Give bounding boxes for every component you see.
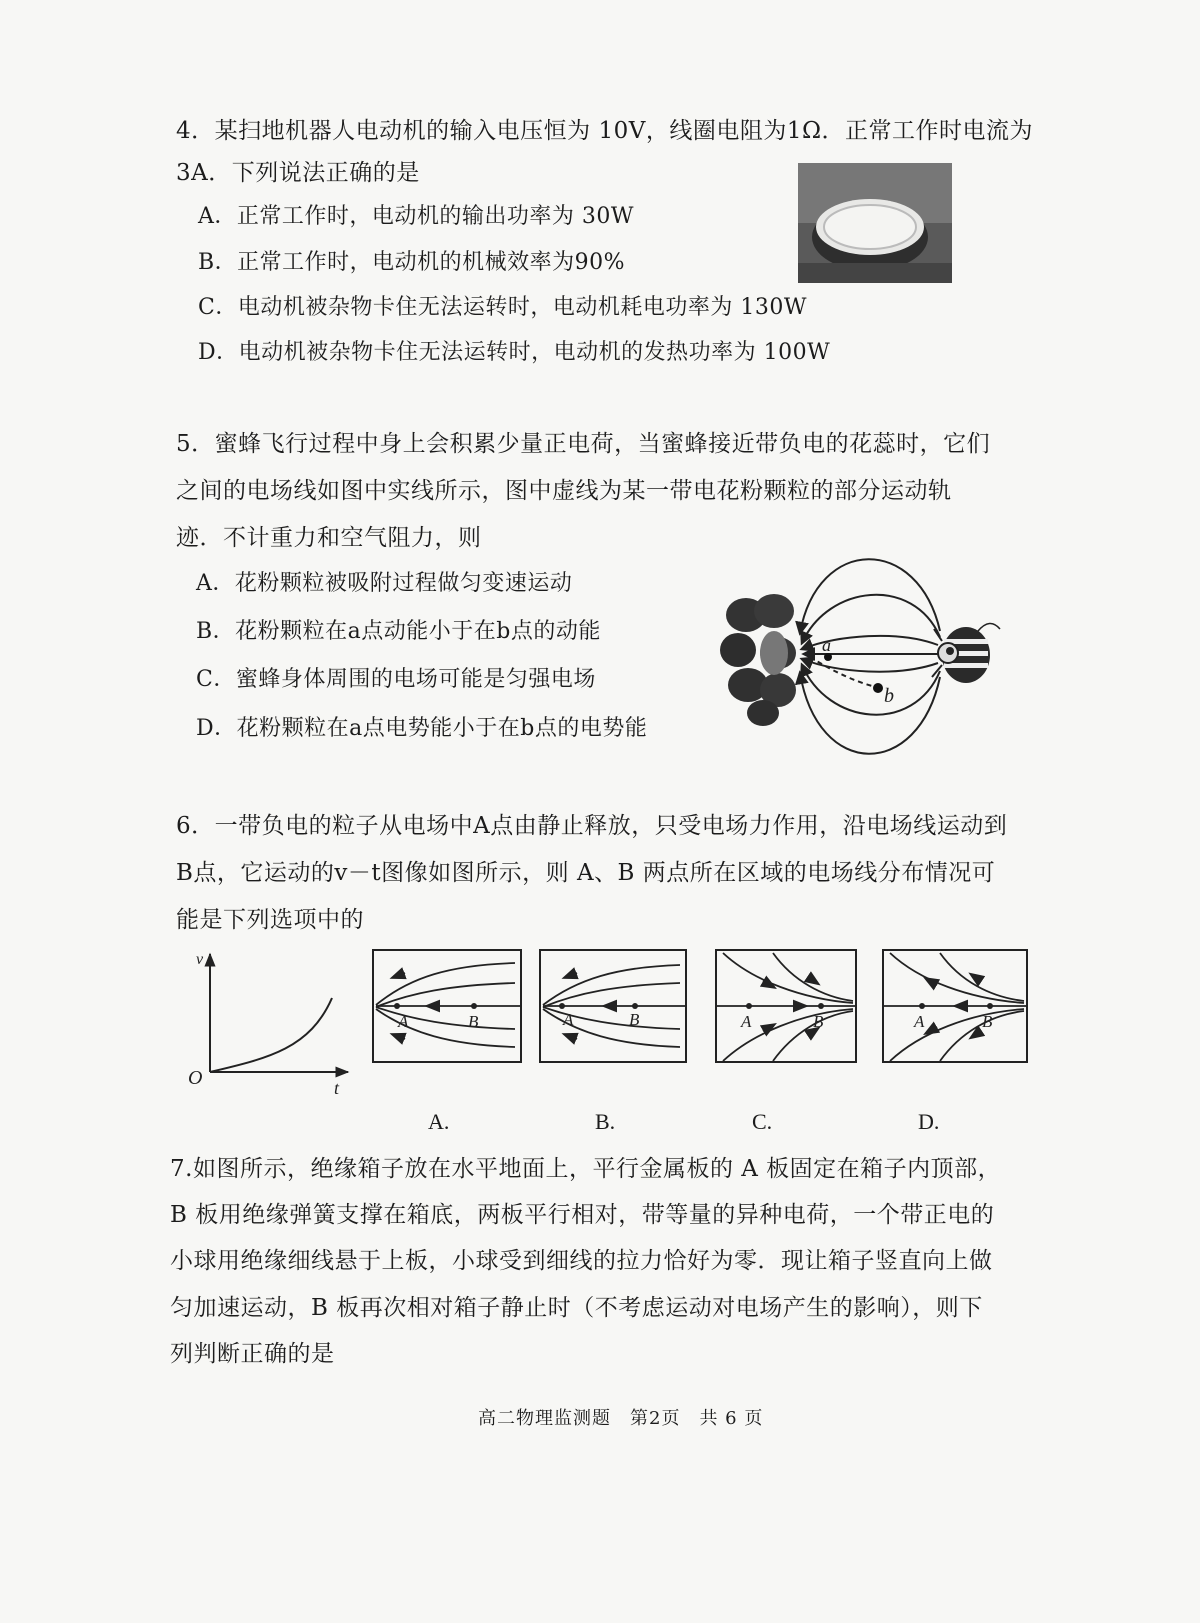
q7-stem-line5: 列判断正确的是 [170, 1341, 335, 1367]
point-b-label: b [884, 685, 894, 707]
v-t-graph [180, 948, 360, 1098]
q6-stem-line3: 能是下列选项中的 [176, 907, 364, 933]
flower-icon [720, 594, 796, 726]
q4-option-c: C．电动机被杂物卡住无法运转时，电动机耗电功率为 130W [198, 295, 807, 320]
caption-d: D. [918, 1109, 940, 1134]
q5-stem-line3: 迹．不计重力和空气阻力，则 [176, 525, 482, 551]
t-axis-label: t [334, 1078, 340, 1098]
origin-label: O [188, 1067, 203, 1089]
q7-stem-line2: B 板用绝缘弹簧支撑在箱底，两板平行相对，带等量的异种电荷，一个带正电的 [170, 1202, 995, 1228]
q6-stem-line2: B点，它运动的v－t图像如图所示，则 A、B 两点所在区域的电场线分布情况可 [176, 860, 996, 886]
q7-stem-line4: 匀加速运动，B 板再次相对箱子静止时（不考虑运动对电场产生的影响），则下 [170, 1295, 983, 1321]
bee-flower-field-figure [718, 545, 1018, 757]
d-pt-B: B [982, 1012, 993, 1031]
q4-stem-line1: 4．某扫地机器人电动机的输入电压恒为 10V，线圈电阻为1Ω．正常工作时电流为 [176, 118, 1034, 144]
d-pt-A: A [914, 1012, 925, 1031]
caption-a: A. [428, 1109, 450, 1134]
q4-option-a: A．正常工作时，电动机的输出功率为 30W [198, 204, 634, 229]
v-axis-label: v [196, 951, 204, 968]
a-pt-A: A [398, 1012, 409, 1031]
c-pt-A: A [741, 1012, 752, 1031]
point-a-label: a [822, 635, 831, 655]
b-pt-A: A [563, 1010, 574, 1029]
robot-vacuum-photo [798, 163, 952, 283]
field-options-figure [370, 947, 1030, 1067]
q4-stem-line2: 3A．下列说法正确的是 [176, 160, 420, 186]
q5-stem-line2: 之间的电场线如图中实线所示，图中虚线为某一带电花粉颗粒的部分运动轨 [176, 478, 952, 504]
q5-stem-line1: 5．蜜蜂飞行过程中身上会积累少量正电荷，当蜜蜂接近带负电的花蕊时，它们 [176, 431, 991, 457]
caption-c: C. [752, 1109, 773, 1134]
q4-option-b: B．正常工作时，电动机的机械效率为90% [198, 250, 626, 275]
q5-option-a: A．花粉颗粒被吸附过程做匀变速运动 [196, 571, 573, 596]
q5-option-d: D．花粉颗粒在a点电势能小于在b点的电势能 [196, 716, 648, 741]
q7-stem-line1: 7.如图所示，绝缘箱子放在水平地面上，平行金属板的 A 板固定在箱子内顶部， [170, 1156, 1002, 1182]
a-pt-B: B [468, 1012, 479, 1031]
bee-icon [932, 623, 1000, 683]
field-diagram-c [716, 950, 856, 1062]
q7-stem-line3: 小球用绝缘细线悬于上板，小球受到细线的拉力恰好为零．现让箱子竖直向上做 [170, 1248, 993, 1274]
b-pt-B: B [629, 1010, 640, 1029]
q5-option-c: C．蜜蜂身体周围的电场可能是匀强电场 [196, 667, 596, 692]
field-diagram-b [540, 950, 686, 1062]
page-footer: 高二物理监测题 第2页 共 6 页 [478, 1408, 764, 1429]
c-pt-B: B [813, 1012, 824, 1031]
field-diagram-d [883, 950, 1027, 1062]
caption-b: B. [595, 1109, 616, 1134]
q4-option-d: D．电动机被杂物卡住无法运转时，电动机的发热功率为 100W [198, 340, 831, 365]
q6-stem-line1: 6．一带负电的粒子从电场中A点由静止释放，只受电场力作用，沿电场线运动到 [176, 813, 1008, 839]
field-diagram-a [373, 950, 521, 1062]
q5-option-b: B．花粉颗粒在a点动能小于在b点的动能 [196, 619, 601, 644]
